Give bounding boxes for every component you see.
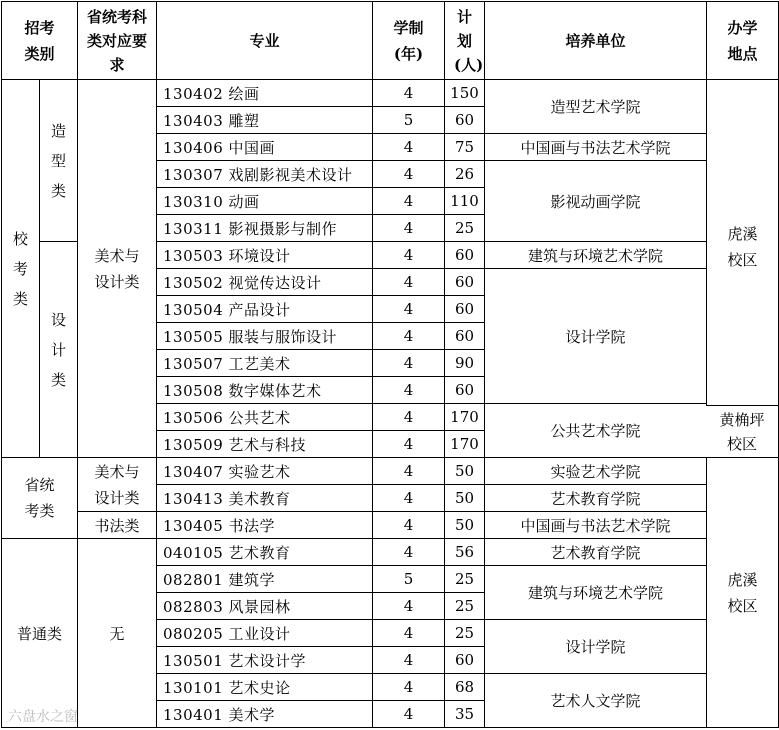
major-cell: 130506 公共艺术 [157,404,373,431]
years-cell: 4 [373,323,445,350]
school-cell: 实验艺术学院 [485,458,707,485]
plan-cell: 60 [445,323,485,350]
plan-cell: 60 [445,647,485,674]
major-cell: 130502 视觉传达设计 [157,269,373,296]
major-cell: 130505 服装与服饰设计 [157,323,373,350]
province-shufa: 书法类 [78,512,157,539]
years-cell: 4 [373,458,445,485]
school-cell: 中国画与书法艺术学院 [485,134,707,161]
years-cell: 5 [373,107,445,134]
campus-huxi: 虎溪校区 [707,80,779,458]
table-row [2,80,779,107]
major-cell: 040105 艺术教育 [157,539,373,566]
years-cell: 4 [373,350,445,377]
plan-cell: 60 [445,242,485,269]
years-cell: 4 [373,161,445,188]
major-cell: 130310 动画 [157,188,373,215]
years-cell: 4 [373,485,445,512]
major-cell: 130503 环境设计 [157,242,373,269]
table-row [2,458,779,485]
years-cell: 4 [373,647,445,674]
school-cell: 艺术人文学院 [485,674,707,728]
plan-cell: 25 [445,593,485,620]
plan-cell: 50 [445,458,485,485]
plan-cell: 60 [445,377,485,404]
enrollment-plan-table [1,1,779,728]
plan-cell: 60 [445,107,485,134]
header-category: 招考类别 [2,2,78,80]
school-cell: 艺术教育学院 [485,539,707,566]
school-cell: 建筑与环境艺术学院 [485,566,707,620]
school-cell: 造型艺术学院 [485,80,707,134]
table-row [2,539,779,566]
major-cell: 130307 戏剧影视美术设计 [157,161,373,188]
header-province: 省统考科类对应要求 [78,2,157,80]
plan-cell: 60 [445,269,485,296]
province-wu: 无 [78,539,157,728]
plan-cell: 68 [445,674,485,701]
header-plan: 计划(人) [445,2,485,80]
school-cell: 设计学院 [485,620,707,674]
watermark: 六盘水之窗 [8,709,78,725]
years-cell: 4 [373,431,445,458]
plan-cell: 50 [445,512,485,539]
plan-cell: 150 [445,80,485,107]
years-cell: 4 [373,80,445,107]
plan-cell: 50 [445,485,485,512]
campus-huangjueping: 黄桷坪校区 [706,405,778,458]
province-meishu-sheji: 美术与设计类 [78,80,157,458]
school-cell: 公共艺术学院 [485,404,707,458]
years-cell: 4 [373,674,445,701]
table-row [2,512,779,539]
years-cell: 4 [373,269,445,296]
plan-cell: 26 [445,161,485,188]
years-cell: 4 [373,404,445,431]
header-major: 专业 [157,2,373,80]
campus-huxi-2: 虎溪校区 [707,458,779,728]
header-school: 培养单位 [485,2,707,80]
school-cell: 设计学院 [485,269,707,404]
group-putong: 普通类 [2,539,78,728]
years-cell: 4 [373,701,445,728]
group-sheji: 设计类 [40,242,78,458]
major-cell: 082801 建筑学 [157,566,373,593]
years-cell: 4 [373,377,445,404]
group-xiaokao: 校考类 [2,80,40,458]
plan-cell: 56 [445,539,485,566]
years-cell: 4 [373,539,445,566]
plan-cell: 110 [445,188,485,215]
major-cell: 130406 中国画 [157,134,373,161]
years-cell: 4 [373,512,445,539]
years-cell: 4 [373,134,445,161]
plan-cell: 25 [445,566,485,593]
major-cell: 080205 工业设计 [157,620,373,647]
major-cell: 130507 工艺美术 [157,350,373,377]
major-cell: 130501 艺术设计学 [157,647,373,674]
major-cell: 130405 书法学 [157,512,373,539]
plan-cell: 170 [445,404,485,431]
plan-cell: 25 [445,215,485,242]
years-cell: 4 [373,620,445,647]
plan-cell: 25 [445,620,485,647]
plan-cell: 35 [445,701,485,728]
major-cell: 130311 影视摄影与制作 [157,215,373,242]
major-cell: 130407 实验艺术 [157,458,373,485]
major-cell: 130402 绘画 [157,80,373,107]
school-cell: 艺术教育学院 [485,485,707,512]
province-meishu-sheji-2: 美术与设计类 [78,458,157,512]
major-cell: 130508 数字媒体艺术 [157,377,373,404]
years-cell: 4 [373,593,445,620]
years-cell: 5 [373,566,445,593]
major-cell: 130401 美术学 [157,701,373,728]
years-cell: 4 [373,296,445,323]
header-row [2,2,779,80]
school-cell: 中国画与书法艺术学院 [485,512,707,539]
major-cell: 130403 雕塑 [157,107,373,134]
group-zaoxing: 造型类 [40,80,78,242]
major-cell: 130509 艺术与科技 [157,431,373,458]
header-years: 学制(年) [373,2,445,80]
group-shengtong: 省统考类 [2,458,78,539]
major-cell: 082803 风景园林 [157,593,373,620]
plan-cell: 170 [445,431,485,458]
plan-cell: 60 [445,296,485,323]
years-cell: 4 [373,242,445,269]
plan-cell: 75 [445,134,485,161]
school-cell: 影视动画学院 [485,161,707,242]
school-cell: 建筑与环境艺术学院 [485,242,707,269]
plan-cell: 90 [445,350,485,377]
years-cell: 4 [373,188,445,215]
major-cell: 130504 产品设计 [157,296,373,323]
major-cell: 130413 美术教育 [157,485,373,512]
header-campus: 办学地点 [707,2,779,80]
years-cell: 4 [373,215,445,242]
major-cell: 130101 艺术史论 [157,674,373,701]
